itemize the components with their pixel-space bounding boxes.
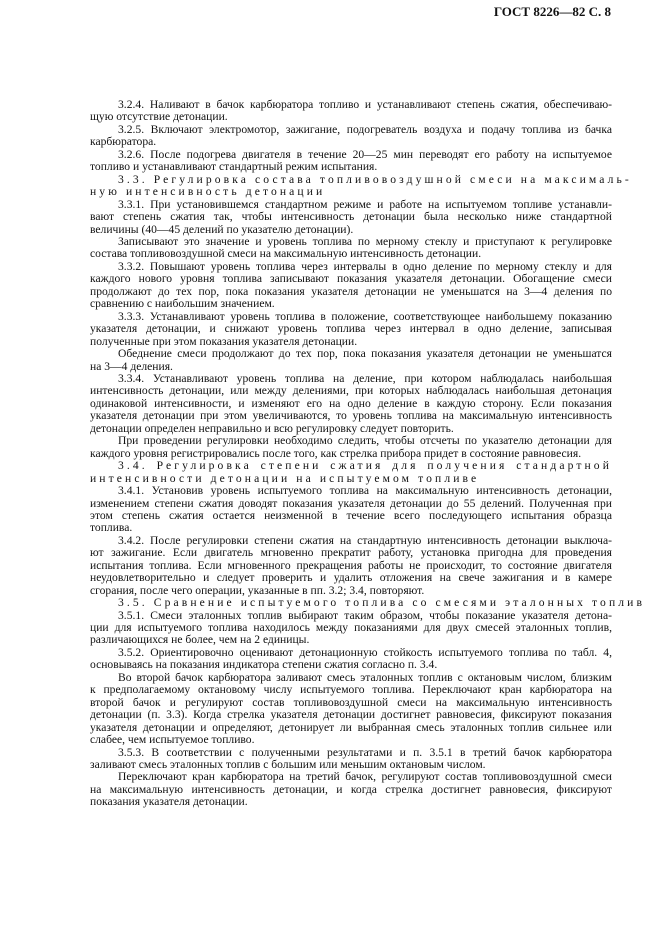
text-line: интенсивность детонации, или между делениями, при которых наблюдалась наибольшая детонация bbox=[90, 384, 612, 398]
text-line: детонации (п. 3.3). Когда стрелка указателя детонации достигнет равновесия, фиксируют показания bbox=[90, 708, 612, 722]
text-line: указателя детонации при этом увеличиваются, то уровень топлива на максимальную интенсивность bbox=[90, 409, 612, 423]
text-line: сгорания, после чего операции, указанные в пп. 3.2; 3.4, повторяют. bbox=[90, 583, 425, 597]
text-line: топливо и устанавливают стандартный режим испытания. bbox=[90, 160, 378, 174]
text-line: 3.3.2. Повышают уровень топлива через интервалы в одно деление по мерному стеклу и для bbox=[118, 259, 612, 273]
paragraph bbox=[90, 485, 612, 535]
text-line: ют зажигание. Если двигатель мгновенно прекратит работу, установка пригодна для проведения bbox=[90, 546, 612, 560]
paragraph bbox=[90, 236, 612, 261]
text-line: 3.3. Регулировка состава топливовоздушной смеси на максималь- bbox=[118, 172, 632, 186]
text-line: 3.5.1. Смеси эталонных топлив выбирают таким образом, чтобы показание указателя детона- bbox=[118, 608, 612, 622]
text-line: 3.2.5. Включают электромотор, зажигание, подогреватель воздуха и подачу топлива из бачка bbox=[118, 122, 612, 136]
text-line: Переключают кран карбюратора на третий бачок, регулируют состав топливовоздушной смеси bbox=[118, 770, 612, 784]
text-line: 3.4. Регулировка степени сжатия для получения стандартной bbox=[118, 459, 612, 473]
text-line: топлива. bbox=[90, 521, 133, 535]
text-line: 3.3.1. При установившемся стандартном режиме и работе на испытуемом топливе устанавли- bbox=[118, 197, 612, 211]
text-line: одинаковой интенсивности, и изменяют его на одно деление в каждую сторону. Если показания bbox=[90, 396, 612, 410]
paragraph bbox=[90, 199, 612, 236]
text-line: на максимальную интенсивность детонации, и когда стрелка достигнет равновесия, фиксируют bbox=[90, 782, 612, 796]
text-line: продолжают до тех пор, пока показания указателя детонации не уменьшатся на 3—4 деления по bbox=[90, 284, 612, 298]
text-line: второй бачок и регулируют состав топливовоздушной смеси на максимальную интенсивность bbox=[90, 695, 612, 709]
paragraph bbox=[90, 610, 612, 647]
text-line: к предполагаемому октановому числу испытуемого топлива. Переключают кран карбюратора на bbox=[90, 683, 612, 697]
paragraph bbox=[90, 311, 612, 348]
text-line: 3.5. Сравнение испытуемого топлива со смесями эталонных топлив bbox=[118, 596, 646, 610]
document-body bbox=[90, 98, 646, 809]
text-line: Во второй бачок карбюратора заливают смесь эталонных топлив с октановым числом, близким bbox=[118, 670, 612, 684]
paragraph bbox=[90, 435, 612, 460]
text-line: 3.5.2. Ориентировочно оценивают детонационную стойкость испытуемого топлива по табл. 4, bbox=[118, 645, 612, 659]
text-line: интенсивности детонации на испытуемом топливе bbox=[90, 471, 480, 485]
text-line: изменением степени сжатия доводят показания указателя детонации до 55 делений. Полученная при bbox=[90, 496, 612, 510]
text-line: карбюратора. bbox=[90, 135, 157, 149]
text-line: основываясь на показания индикатора степени сжатия согласно п. 3.4. bbox=[90, 658, 438, 672]
section-heading bbox=[90, 460, 612, 485]
text-line: ную интенсивность детонации bbox=[90, 185, 326, 199]
text-line: неудовлетворительно и следует проверить и удалить отложения на свече зажигания и в камере bbox=[90, 571, 612, 585]
paragraph bbox=[90, 348, 612, 373]
paragraph bbox=[90, 149, 612, 174]
text-line: каждого нового уровня топлива записывают показания указателя детонации. Обогащение смеси bbox=[90, 272, 612, 286]
text-line: 3.5.3. В соответствии с полученными результатами и п. 3.5.1 в третий бачок карбюратора bbox=[118, 745, 612, 759]
paragraph bbox=[90, 747, 612, 772]
text-line: указателя детонации, и снижают уровень топлива через интервал в одно деление, записывая bbox=[90, 322, 612, 336]
paragraph bbox=[90, 535, 612, 597]
text-line: каждого уровня регистрировались после того, как стрелка прибора придет в состояние равновесия. bbox=[90, 446, 582, 460]
paragraph bbox=[90, 771, 612, 808]
text-line: детонации определен неправильно и всю регулировку следует повторить. bbox=[90, 421, 454, 435]
text-line: величины (40—45 делений по указателю детонации). bbox=[90, 222, 354, 236]
text-line: сравнению с наибольшим значением. bbox=[90, 297, 275, 311]
section-heading bbox=[90, 172, 632, 199]
paragraph bbox=[90, 373, 612, 435]
text-line: 3.3.3. Устанавливают уровень топлива в положение, соответствующее наибольшему показанию bbox=[118, 309, 612, 323]
text-line: Записывают это значение и уровень топлива по мерному стеклу и приступают к регулировке bbox=[118, 234, 612, 248]
text-line: слабее, чем испытуемое топливо. bbox=[90, 733, 255, 747]
paragraph bbox=[90, 261, 612, 311]
text-line: 3.4.1. Установив уровень испытуемого топлива на максимальную интенсивность детонации, bbox=[118, 484, 612, 498]
text-line: вают степень сжатия так, чтобы интенсивность детонации была несколько ниже стандартной bbox=[90, 210, 612, 224]
text-line: щую отсутствие детонации. bbox=[90, 110, 228, 124]
text-line: состава топливовоздушной смеси на максимальную интенсивность детонации. bbox=[90, 247, 482, 261]
text-line: 3.4.2. После регулировки степени сжатия на стандартную интенсивность детонации выключа- bbox=[118, 533, 612, 547]
page-header: ГОСТ 8226—82 С. 8 bbox=[493, 4, 611, 19]
text-line: различающихся не более, чем на 2 единицы. bbox=[90, 633, 310, 647]
text-line: на 3—4 деления. bbox=[90, 359, 173, 373]
text-line: показания указателя детонации. bbox=[90, 795, 248, 809]
text-line: При проведении регулировки необходимо следить, чтобы отсчеты по указателю детонации для bbox=[118, 434, 612, 448]
text-line: указателя детонации и определяют, детонирует ли выбранная смесь эталонных топлив сильнее или bbox=[90, 720, 612, 734]
paragraph bbox=[90, 99, 612, 124]
text-line: ции для испытуемого топлива находилось между показаниями для двух смесей эталонных топлив, bbox=[90, 621, 612, 635]
text-line: 3.2.6. После подогрева двигателя в течение 20—25 мин переводят его работу на испытуемое bbox=[118, 147, 612, 161]
text-line: 3.2.4. Наливают в бачок карбюратора топливо и устанавливают степень сжатия, обеспечиваю- bbox=[118, 98, 612, 111]
text-line: этом степень сжатия остается неизменной в течение всего последующего испытания образца bbox=[90, 508, 612, 522]
text-line: испытания топлива. Если мгновенного прекращения работы не происходит, то состояние двигателя bbox=[90, 558, 612, 572]
text-line: полученные при этом показания указателя детонации. bbox=[90, 334, 358, 348]
section-heading bbox=[90, 596, 646, 610]
paragraph bbox=[90, 124, 612, 149]
paragraph bbox=[90, 647, 612, 672]
text-line: Обеднение смеси продолжают до тех пор, пока показания указателя детонации не уменьшатся bbox=[118, 347, 612, 361]
paragraph bbox=[90, 672, 612, 747]
text-line: заливают смесь эталонных топлив с большим или меньшим октановым числом. bbox=[90, 758, 486, 772]
text-line: 3.3.4. Устанавливают уровень топлива на деление, при котором наблюдалась наибольшая bbox=[118, 371, 612, 385]
